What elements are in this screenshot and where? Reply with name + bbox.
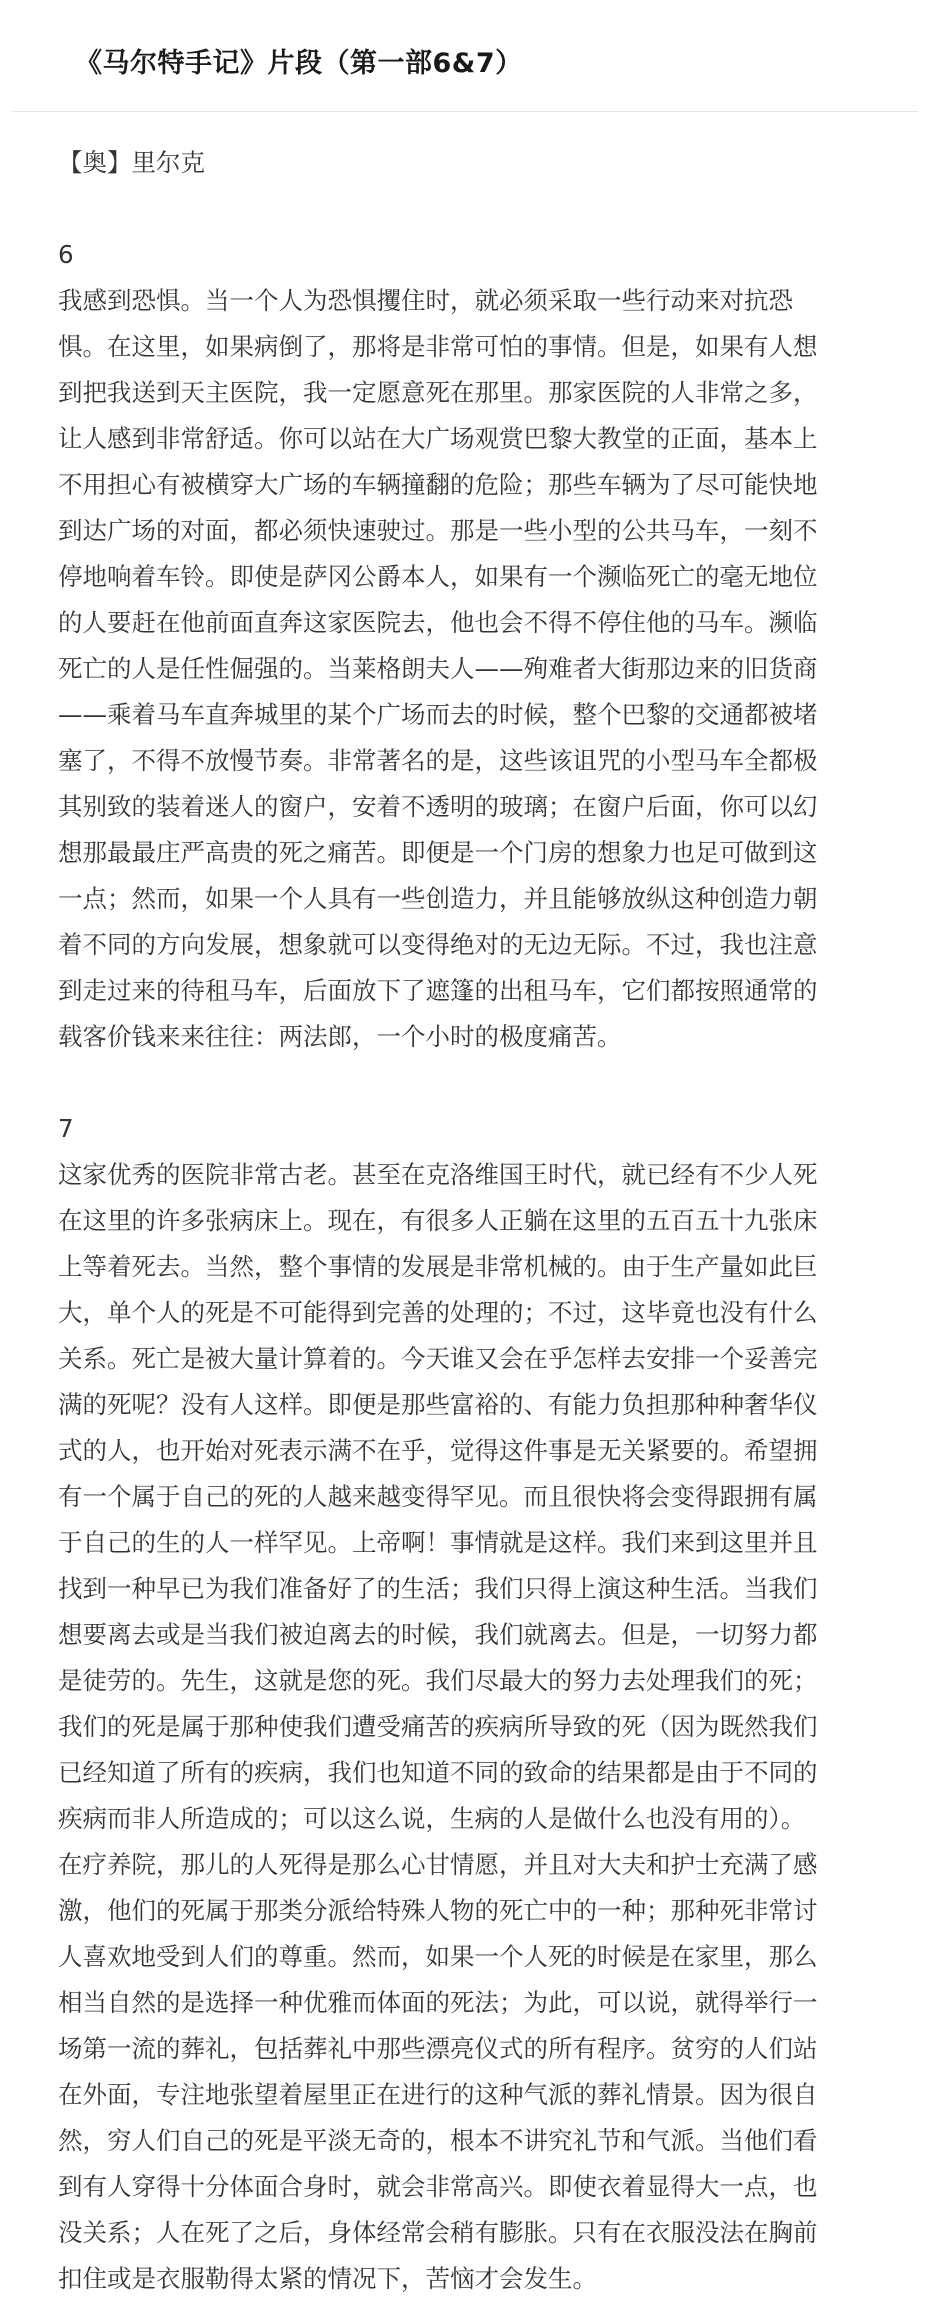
text-line: 大，单个人的死是不可能得到完善的处理的；不过，这毕竟也没有什么	[58, 1298, 818, 1327]
section-paragraph	[58, 1152, 820, 2302]
text-line: 想要离去或是当我们被迫离去的时候，我们就离去。但是，一切努力都	[58, 1620, 818, 1649]
article-header	[12, 0, 918, 112]
text-line: 是徒劳的。先生，这就是您的死。我们尽最大的努力去处理我们的死；	[58, 1666, 818, 1695]
text-line: 式的人，也开始对死表示满不在乎，觉得这件事是无关紧要的。希望拥	[58, 1436, 818, 1465]
text-line: 没关系；人在死了之后，身体经常会稍有膨胀。只有在衣服没法在胸前	[58, 2218, 818, 2247]
author-line: 【奥】里尔克	[58, 148, 205, 177]
article-title: 《马尔特手记》片段（第一部6&7）	[75, 48, 523, 79]
text-line: 人喜欢地受到人们的尊重。然而，如果一个人死的时候是在家里，那么	[58, 1942, 818, 1971]
text-line: 在外面，专注地张望着屋里正在进行的这种气派的葬礼情景。因为很自	[58, 2080, 818, 2109]
text-line: 在这里的许多张病床上。现在，有很多人正躺在这里的五百五十九张床	[58, 1206, 818, 1235]
text-line: 让人感到非常舒适。你可以站在大广场观赏巴黎大教堂的正面，基本上	[58, 424, 818, 453]
text-line: 场第一流的葬礼，包括葬礼中那些漂亮仪式的所有程序。贫穷的人们站	[58, 2034, 818, 2063]
text-line: 到有人穿得十分体面合身时，就会非常高兴。即使衣着显得大一点，也	[58, 2172, 818, 2201]
text-line: 塞了，不得不放慢节奏。非常著名的是，这些该诅咒的小型马车全都极	[58, 746, 818, 775]
text-line: 激，他们的死属于那类分派给特殊人物的死亡中的一种；那种死非常讨	[58, 1896, 818, 1925]
text-line: 扣住或是衣服勒得太紧的情况下，苦恼才会发生。	[58, 2264, 597, 2293]
text-line: 我感到恐惧。当一个人为恐惧攫住时，就必须采取一些行动来对抗恐	[58, 286, 793, 315]
text-line: 上等着死去。当然，整个事情的发展是非常机械的。由于生产量如此巨	[58, 1252, 818, 1281]
text-line: 一点；然而，如果一个人具有一些创造力，并且能够放纵这种创造力朝	[58, 884, 818, 913]
text-line: 疾病而非人所造成的；可以这么说，生病的人是做什么也没有用的）。	[58, 1804, 806, 1833]
text-line: 死亡的人是任性倔强的。当莱格朗夫人——殉难者大街那边来的旧货商	[58, 654, 818, 683]
section-number: 6	[58, 240, 74, 269]
text-line: 然，穷人们自己的死是平淡无奇的，根本不讲究礼节和气派。当他们看	[58, 2126, 818, 2155]
text-line: 相当自然的是选择一种优雅而体面的死法；为此，可以说，就得举行一	[58, 1988, 818, 2017]
text-line: 关系。死亡是被大量计算着的。今天谁又会在乎怎样去安排一个妥善完	[58, 1344, 818, 1373]
text-line: 已经知道了所有的疾病，我们也知道不同的致命的结果都是由于不同的	[58, 1758, 818, 1787]
section-6	[58, 232, 820, 1060]
text-line: 在疗养院，那儿的人死得是那么心甘情愿，并且对大夫和护士充满了感	[58, 1850, 818, 1879]
text-line: 想那最最庄严高贵的死之痛苦。即便是一个门房的想象力也足可做到这	[58, 838, 818, 867]
text-line: ——乘着马车直奔城里的某个广场而去的时候，整个巴黎的交通都被堵	[58, 700, 818, 729]
section-7	[58, 1106, 820, 2302]
text-line: 载客价钱来来往往：两法郎，一个小时的极度痛苦。	[58, 1022, 622, 1051]
text-line: 于自己的生的人一样罕见。上帝啊！事情就是这样。我们来到这里并且	[58, 1528, 818, 1557]
section-paragraph	[58, 278, 820, 1060]
article-body	[0, 112, 820, 2302]
text-line: 满的死呢？没有人这样。即便是那些富裕的、有能力负担那种种奢华仪	[58, 1390, 818, 1419]
text-line: 到把我送到天主医院，我一定愿意死在那里。那家医院的人非常之多，	[58, 378, 818, 407]
text-line: 找到一种早已为我们准备好了的生活；我们只得上演这种生活。当我们	[58, 1574, 818, 1603]
text-line: 到达广场的对面，都必须快速驶过。那是一些小型的公共马车，一刻不	[58, 516, 818, 545]
text-line: 有一个属于自己的死的人越来越变得罕见。而且很快将会变得跟拥有属	[58, 1482, 818, 1511]
text-line: 惧。在这里，如果病倒了，那将是非常可怕的事情。但是，如果有人想	[58, 332, 818, 361]
text-line: 不用担心有被横穿大广场的车辆撞翻的危险；那些车辆为了尽可能快地	[58, 470, 818, 499]
section-number: 7	[58, 1114, 74, 1143]
text-line: 的人要赶在他前面直奔这家医院去，他也会不得不停住他的马车。濒临	[58, 608, 818, 637]
text-line: 我们的死是属于那种使我们遭受痛苦的疾病所导致的死（因为既然我们	[58, 1712, 818, 1741]
text-line: 这家优秀的医院非常古老。甚至在克洛维国王时代，就已经有不少人死	[58, 1160, 818, 1189]
text-line: 其别致的装着迷人的窗户，安着不透明的玻璃；在窗户后面，你可以幻	[58, 792, 818, 821]
text-line: 停地响着车铃。即使是萨冈公爵本人，如果有一个濒临死亡的毫无地位	[58, 562, 818, 591]
text-line: 到走过来的待租马车，后面放下了遮篷的出租马车，它们都按照通常的	[58, 976, 818, 1005]
text-line: 着不同的方向发展，想象就可以变得绝对的无边无际。不过，我也注意	[58, 930, 818, 959]
